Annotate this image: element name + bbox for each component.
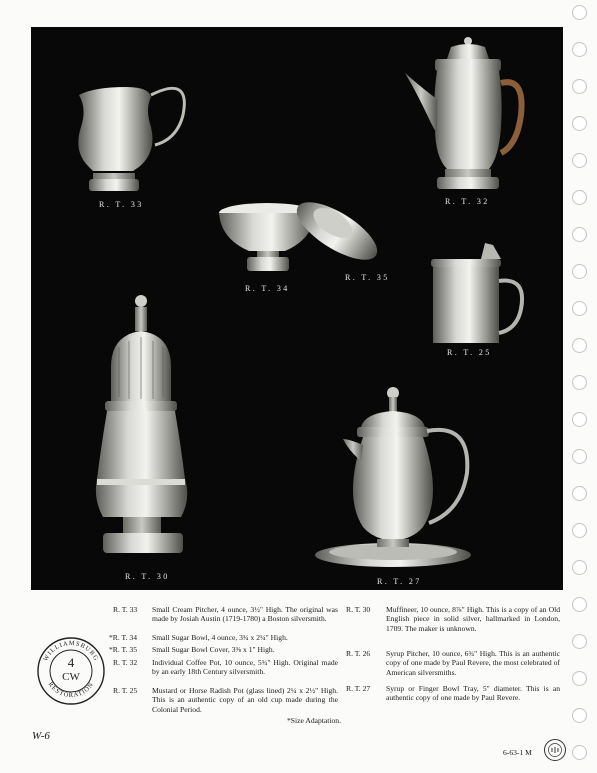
binder-hole bbox=[572, 634, 587, 649]
entry-code: R. T. 33 bbox=[113, 605, 138, 614]
entry-text: Small Cream Pitcher, 4 ounce, 3½" High. The original was made by Josiah Austin (1719-1780) a Boston silversmith. bbox=[152, 605, 338, 624]
coffee-pot-rt32 bbox=[405, 37, 522, 189]
photo-label-rt25: R. T. 25 bbox=[447, 348, 492, 357]
photo-label-rt33: R. T. 33 bbox=[99, 200, 144, 209]
entry-text: Small Sugar Bowl Cover, 3⅜ x 1" High. bbox=[152, 645, 275, 654]
syrup-pitcher-and-tray-rt27 bbox=[315, 387, 471, 567]
entry-code: R. T. 25 bbox=[113, 686, 138, 695]
binder-hole bbox=[572, 523, 587, 538]
seal-ring-bottom: RESTORATION bbox=[46, 680, 96, 700]
entry-code: *R. T. 35 bbox=[109, 645, 137, 654]
photo-label-rt34: R. T. 34 bbox=[245, 284, 290, 293]
pewter-illustration bbox=[31, 27, 563, 590]
binder-hole bbox=[572, 5, 587, 20]
binder-hole bbox=[572, 338, 587, 353]
binder-holes bbox=[572, 0, 592, 773]
svg-text:RESTORATION bbox=[47, 681, 96, 699]
binder-hole bbox=[572, 671, 587, 686]
binder-hole bbox=[572, 153, 587, 168]
binder-hole bbox=[572, 708, 587, 723]
photo-label-rt35: R. T. 35 bbox=[345, 273, 390, 282]
seal-monogram: CW bbox=[62, 671, 80, 683]
union-label-icon bbox=[543, 738, 567, 762]
entry-code: R. T. 26 bbox=[346, 649, 371, 658]
page-code: W-6 bbox=[32, 730, 50, 742]
seal-ring-top: WILLIAMSBURG bbox=[42, 639, 100, 663]
photo-label-rt32: R. T. 32 bbox=[445, 197, 490, 206]
product-photograph bbox=[31, 27, 563, 590]
binder-hole bbox=[572, 560, 587, 575]
binder-hole bbox=[572, 412, 587, 427]
binder-hole bbox=[572, 227, 587, 242]
entry-text: Syrup or Finger Bowl Tray, 5" diameter. This is an authentic copy of one made by Paul Revere. bbox=[386, 684, 560, 703]
mustard-pot-rt25 bbox=[431, 243, 522, 343]
binder-hole bbox=[572, 264, 587, 279]
williamsburg-restoration-seal bbox=[36, 636, 106, 706]
entry-text: Small Sugar Bowl, 4 ounce, 3¾ x 2¼" High. bbox=[152, 633, 288, 642]
binder-hole bbox=[572, 597, 587, 612]
entry-text: Muffineer, 10 ounce, 8⅞" High. This is a copy of an Old English piece in solid silver, hallmarked in London, 1709. The maker is unknown. bbox=[386, 605, 560, 633]
cream-pitcher-rt33 bbox=[78, 87, 184, 191]
muffineer-rt30 bbox=[96, 295, 187, 553]
binder-hole bbox=[572, 375, 587, 390]
entry-text: Mustard or Horse Radish Pot (glass lined) 2¼ x 2½" High. This is an authentic copy of an old cup made during the Colonial Period. bbox=[152, 686, 338, 714]
binder-hole bbox=[572, 301, 587, 316]
binder-hole bbox=[572, 190, 587, 205]
print-code: 6-63-1 M bbox=[503, 748, 532, 757]
entry-code: R. T. 30 bbox=[346, 605, 371, 614]
binder-hole bbox=[572, 486, 587, 501]
entry-text: Individual Coffee Pot, 10 ounce, 5¾" High. Original made by an early 18th Century silversmith. bbox=[152, 658, 338, 677]
size-adaptation-note: *Size Adaptation. bbox=[287, 716, 341, 725]
binder-hole bbox=[572, 116, 587, 131]
seal-numeral: 4 bbox=[67, 655, 75, 670]
photo-label-rt30: R. T. 30 bbox=[125, 572, 170, 581]
photo-label-rt27: R. T. 27 bbox=[377, 577, 422, 586]
entry-code: R. T. 32 bbox=[113, 658, 138, 667]
binder-hole bbox=[572, 449, 587, 464]
binder-hole bbox=[572, 42, 587, 57]
binder-hole bbox=[572, 745, 587, 760]
entry-code: R. T. 27 bbox=[346, 684, 371, 693]
entry-text: Syrup Pitcher, 10 ounce, 6¾" High. This is an authentic copy of one made by Paul Revere, the most celebrated of American silversmiths. bbox=[386, 649, 560, 677]
entry-code: *R. T. 34 bbox=[109, 633, 137, 642]
seal-emblem bbox=[36, 636, 106, 706]
binder-hole bbox=[572, 79, 587, 94]
